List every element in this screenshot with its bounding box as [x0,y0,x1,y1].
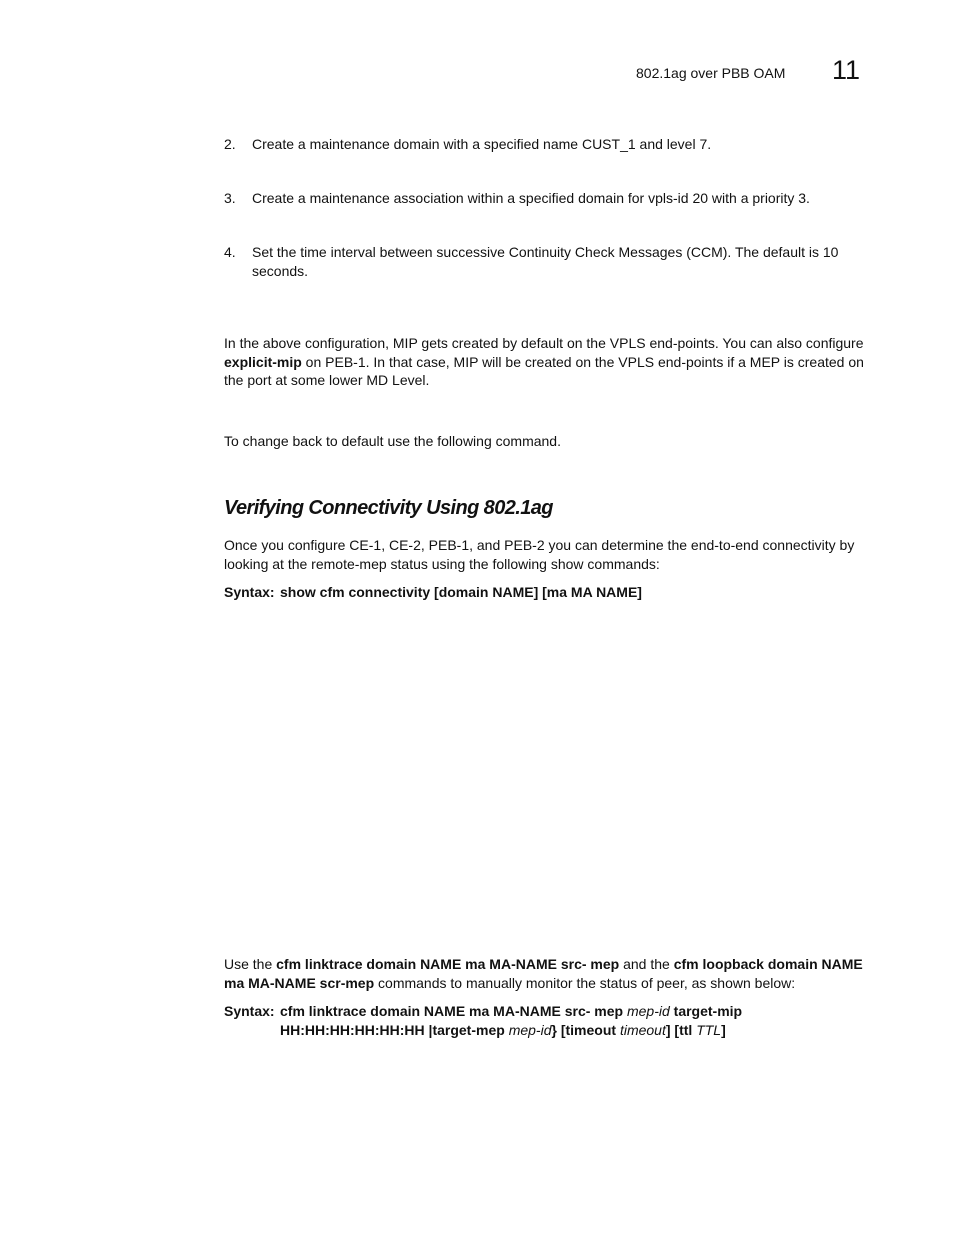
loopback-command: cfm loopback domain NAME ma MA-NAME scr-mep [224,956,863,991]
text: Use the [224,956,277,972]
change-back-paragraph: To change back to default use the following command. [224,433,561,449]
syntax-keyword: target-mip HH:HH:HH:HH:HH:HH |target-mep [280,1003,743,1038]
running-header-title: 802.1ag over PBB OAM [636,65,786,81]
step-text: Set the time interval between successive Continuity Check Messages (CCM). The default is 10 seconds. [252,244,839,279]
syntax-variable: mep-id [508,1022,552,1038]
config-note-paragraph [224,334,874,390]
text: and the [619,956,674,972]
syntax-show-cfm [224,583,884,602]
syntax-variable: TTL [696,1022,722,1038]
chapter-number: 11 [832,55,861,85]
step-text: Create a maintenance domain with a specified name CUST_1 and level 7. [252,136,712,152]
explicit-mip-keyword: explicit-mip [224,353,302,370]
syntax-label: Syntax: [224,584,275,600]
syntax-command [280,1002,884,1040]
list-item [224,135,874,154]
use-the-paragraph [224,955,874,992]
linktrace-command: cfm linktrace domain NAME ma MA-NAME src- mep [276,956,620,972]
syntax-keyword: cfm linktrace domain NAME ma MA-NAME src- mep [280,1003,627,1019]
syntax-variable: mep-id [626,1003,670,1019]
section-heading: Verifying Connectivity Using 802.1ag [224,497,553,519]
list-item [224,189,874,208]
config-note-text: In the above configuration, MIP gets created by default on the VPLS end-points. You can also configure [224,335,864,351]
syntax-keyword: ] [721,1022,726,1038]
text: commands to manually monitor the status of peer, as shown below: [374,974,796,991]
step-number: 3. [224,190,236,206]
config-note-text: on PEB-1. In that case, MIP will be created on the VPLS end-points if a MEP is created on the port at some lower MD Level. [224,353,864,388]
step-text: Create a maintenance association within a specified domain for vpls-id 20 with a priority 3. [252,190,810,206]
syntax-cfm-linktrace [224,1002,884,1040]
list-item [224,243,874,280]
step-number: 2. [224,136,236,152]
syntax-variable: timeout [619,1022,666,1038]
syntax-command: show cfm connectivity [domain NAME] [ma MA NAME] [280,584,642,600]
step-number: 4. [224,244,236,260]
syntax-label: Syntax: [224,1003,275,1019]
syntax-keyword: } [timeout [551,1022,620,1038]
syntax-keyword: ] [ttl [665,1022,697,1038]
verify-intro-paragraph: Once you configure CE-1, CE-2, PEB-1, and PEB-2 you can determine the end-to-end connectivity by looking at the remote-mep status using the following show commands: [224,537,855,572]
